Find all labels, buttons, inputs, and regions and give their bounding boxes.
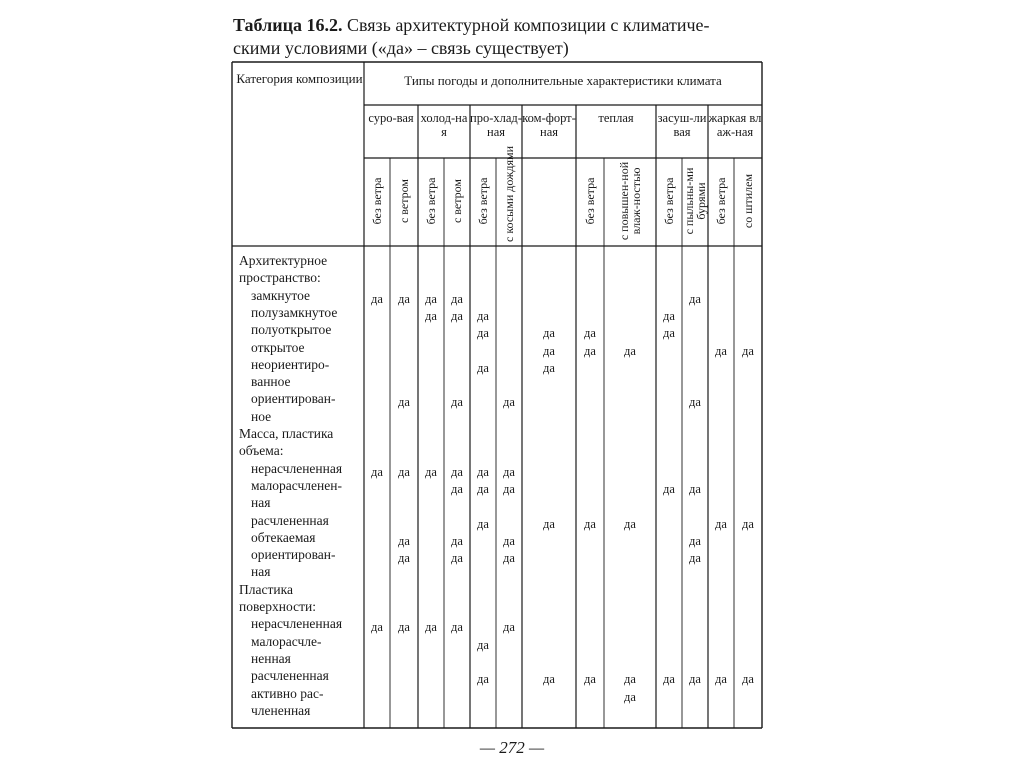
row-label: расчлененная [251,668,329,684]
cell-mark-yes: да [451,308,463,323]
row-label: Архитектурное [239,253,328,268]
row-label: ванное [251,374,291,390]
row-label: Масса, пластика [239,426,334,441]
cell-mark-yes: да [584,516,596,531]
cell-mark-yes: да [663,672,675,687]
cell-mark-yes: да [715,672,727,687]
cell-mark-yes: да [477,360,489,375]
row-label: малорасчле- [251,633,322,649]
row-label: открытое [251,339,305,355]
cell-mark-yes: да [398,464,410,479]
category-header: Категория композиции [236,71,363,86]
cell-mark-yes: да [451,395,463,410]
cell-mark-yes: да [663,326,675,341]
row-label: замкнутое [251,287,311,303]
cell-mark-yes: да [543,360,555,375]
cell-mark-yes: да [398,291,410,306]
cell-mark-yes: да [451,533,463,548]
cell-mark-yes: да [477,308,489,323]
cell-mark-yes: да [425,464,437,479]
cell-mark-yes: да [477,326,489,341]
row-label: поверхности: [239,599,316,614]
cell-mark-yes: да [584,326,596,341]
cell-mark-yes: да [425,291,437,306]
cell-mark-yes: да [451,551,463,566]
row-label: ориентирован- [251,547,336,563]
cell-mark-yes: да [425,308,437,323]
page-number: — 272 — [479,738,545,757]
cell-mark-yes: да [425,620,437,635]
cell-mark-yes: да [584,672,596,687]
subcolumn-header: со штилем [741,173,755,229]
row-label: Пластика [239,581,293,597]
cell-mark-yes: да [398,533,410,548]
cell-mark-yes: да [715,516,727,531]
row-label: малорасчленен- [251,477,342,493]
row-label: активно рас- [251,685,324,701]
row-label: ная [251,495,271,511]
row-label: пространство: [239,270,321,286]
subcolumn-header: без ветра [662,177,676,225]
cell-mark-yes: да [371,464,383,479]
subcolumn-header: без ветра [714,177,728,225]
cell-mark-yes: да [543,343,555,358]
group-header-zharkaya: жаркая влаж-ная [708,111,762,139]
cell-mark-yes: да [398,620,410,635]
group-header-komfortnaya: ком-форт-ная [522,111,576,139]
cell-mark-yes: да [477,464,489,479]
cell-mark-yes: да [689,551,701,566]
weather-types-header: Типы погоды и дополнительные характеристики климата [404,73,722,88]
cell-mark-yes: да [543,672,555,687]
row-label: ориентирован- [251,391,336,407]
row-label: расчлененная [251,512,329,528]
cell-mark-yes: да [742,516,754,531]
row-label: обтекаемая [251,529,316,545]
subcolumn-header: с косыми дождями [502,146,516,242]
cell-mark-yes: да [451,464,463,479]
cell-mark-yes: да [371,291,383,306]
cell-mark-yes: да [715,343,727,358]
table-caption-line-2: скими условиями («да» – связь существует) [233,38,569,58]
subcolumn-header: без ветра [583,177,597,225]
cell-mark-yes: да [663,308,675,323]
group-header-prohladnaya: про-хлад-ная [470,111,522,139]
group-header-surovaya: суро-вая [368,111,414,125]
cell-mark-yes: да [371,620,383,635]
cell-mark-yes: да [477,637,489,652]
subcolumn-header: с ветром [397,179,411,224]
row-label: неориентиро- [251,356,330,372]
subcolumn-header: без ветра [476,177,490,225]
table-number: Таблица 16.2. [233,15,343,35]
cell-mark-yes: да [477,672,489,687]
cell-mark-yes: да [477,516,489,531]
cell-mark-yes: да [451,291,463,306]
cell-mark-yes: да [742,343,754,358]
subcolumn-header: без ветра [424,177,438,225]
subcolumn-header: без ветра [370,177,384,225]
cell-mark-yes: да [503,551,515,566]
cell-mark-yes: да [451,481,463,496]
cell-mark-yes: да [742,672,754,687]
cell-mark-yes: да [624,343,636,358]
cell-mark-yes: да [503,395,515,410]
row-label: нерасчлененная [251,460,343,476]
cell-mark-yes: да [689,481,701,496]
row-label: объема: [239,443,284,459]
cell-mark-yes: да [689,291,701,306]
row-label: ненная [251,650,291,666]
cell-mark-yes: да [584,343,596,358]
cell-mark-yes: да [543,326,555,341]
cell-mark-yes: да [503,464,515,479]
cell-mark-yes: да [689,672,701,687]
cell-mark-yes: да [689,533,701,548]
cell-mark-yes: да [624,689,636,704]
group-header-zasushlivaya: засуш-ливая [657,111,707,139]
cell-mark-yes: да [503,481,515,496]
row-label: полуоткрытое [251,322,332,338]
subcolumn-header: с повышен-ной влаж-ностью [617,161,643,241]
row-label: нерасчлененная [251,616,343,632]
cell-mark-yes: да [477,481,489,496]
subcolumn-header: с ветром [450,179,464,224]
row-label: полузамкнутое [251,304,338,320]
cell-mark-yes: да [398,395,410,410]
row-label: ная [251,564,271,580]
cell-mark-yes: да [503,620,515,635]
caption-text-1: Связь архитектурной композиции с климатиче- [346,15,710,35]
row-label: ное [251,408,272,424]
group-header-holodnaya: холод-ная [420,111,468,139]
cell-mark-yes: да [543,516,555,531]
cell-mark-yes: да [689,395,701,410]
subcolumn-header: с пыльны-ми бурями [682,167,708,235]
row-label: члененная [251,702,311,718]
cell-mark-yes: да [503,533,515,548]
cell-mark-yes: да [624,516,636,531]
group-header-teplaya: теплая [598,111,634,125]
cell-mark-yes: да [624,672,636,687]
cell-mark-yes: да [451,620,463,635]
cell-mark-yes: да [663,481,675,496]
cell-mark-yes: да [398,551,410,566]
